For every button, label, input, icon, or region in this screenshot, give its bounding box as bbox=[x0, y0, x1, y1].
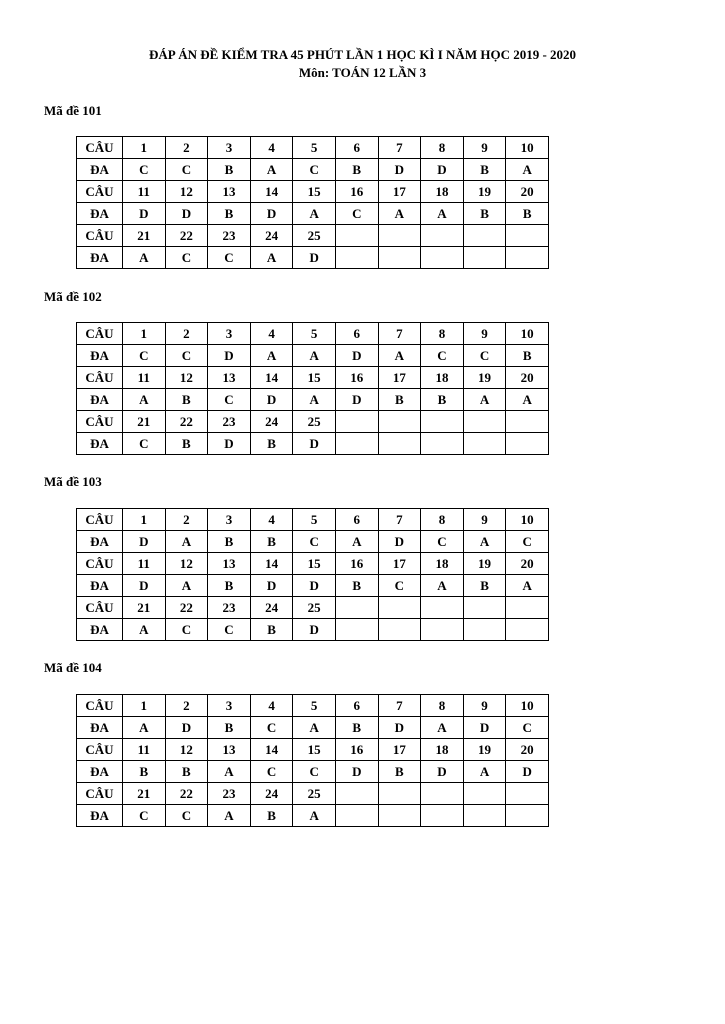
answer-cell: B bbox=[165, 389, 208, 411]
answer-cell: B bbox=[421, 389, 464, 411]
question-number: 14 bbox=[250, 553, 293, 575]
answer-cell: C bbox=[165, 805, 208, 827]
answer-row bbox=[77, 203, 549, 225]
question-number: 24 bbox=[250, 225, 293, 247]
answer-cell bbox=[335, 619, 378, 641]
question-number: 12 bbox=[165, 181, 208, 203]
question-row bbox=[77, 739, 549, 761]
answer-cell: A bbox=[293, 345, 336, 367]
question-number bbox=[506, 783, 549, 805]
question-number: 22 bbox=[165, 783, 208, 805]
answer-cell: C bbox=[123, 433, 166, 455]
answer-cell: B bbox=[250, 619, 293, 641]
answer-cell: D bbox=[123, 203, 166, 225]
answer-cell: D bbox=[250, 203, 293, 225]
answer-row bbox=[77, 433, 549, 455]
answer-cell: A bbox=[208, 805, 251, 827]
answer-table bbox=[76, 694, 549, 827]
answer-cell: C bbox=[165, 247, 208, 269]
answer-row bbox=[77, 619, 549, 641]
question-number: 2 bbox=[165, 137, 208, 159]
question-number: 7 bbox=[378, 695, 421, 717]
answer-cell bbox=[378, 619, 421, 641]
answer-label: ĐA bbox=[77, 345, 123, 367]
question-row bbox=[77, 553, 549, 575]
answer-cell: D bbox=[123, 575, 166, 597]
question-number: 17 bbox=[378, 181, 421, 203]
question-number: 16 bbox=[335, 553, 378, 575]
question-number: 16 bbox=[335, 739, 378, 761]
question-number: 19 bbox=[463, 367, 506, 389]
answer-cell: B bbox=[208, 575, 251, 597]
answer-cell bbox=[421, 433, 464, 455]
answer-cell bbox=[506, 433, 549, 455]
answer-cell: D bbox=[463, 717, 506, 739]
answer-label: ĐA bbox=[77, 389, 123, 411]
question-label: CÂU bbox=[77, 695, 123, 717]
question-number: 18 bbox=[421, 553, 464, 575]
answer-cell: D bbox=[165, 203, 208, 225]
question-number: 25 bbox=[293, 225, 336, 247]
question-number: 14 bbox=[250, 181, 293, 203]
question-number bbox=[421, 597, 464, 619]
question-number: 4 bbox=[250, 323, 293, 345]
question-number: 24 bbox=[250, 597, 293, 619]
question-number bbox=[335, 783, 378, 805]
question-row bbox=[77, 323, 549, 345]
answer-cell: D bbox=[421, 761, 464, 783]
question-number: 7 bbox=[378, 509, 421, 531]
question-number: 3 bbox=[208, 323, 251, 345]
question-number: 15 bbox=[293, 181, 336, 203]
answer-cell bbox=[421, 247, 464, 269]
question-row bbox=[77, 367, 549, 389]
question-number: 5 bbox=[293, 509, 336, 531]
answer-cell: D bbox=[208, 345, 251, 367]
question-number: 20 bbox=[506, 181, 549, 203]
question-number: 24 bbox=[250, 411, 293, 433]
answer-table bbox=[76, 136, 549, 269]
answer-cell: D bbox=[335, 761, 378, 783]
answer-cell: A bbox=[123, 247, 166, 269]
question-number: 23 bbox=[208, 225, 251, 247]
answer-cell: D bbox=[250, 575, 293, 597]
answer-cell: A bbox=[123, 619, 166, 641]
question-number: 1 bbox=[123, 695, 166, 717]
question-row bbox=[77, 509, 549, 531]
answer-row bbox=[77, 761, 549, 783]
answer-row bbox=[77, 531, 549, 553]
answer-cell bbox=[506, 619, 549, 641]
question-number: 10 bbox=[506, 137, 549, 159]
question-row bbox=[77, 783, 549, 805]
question-number bbox=[463, 597, 506, 619]
question-number: 13 bbox=[208, 553, 251, 575]
answer-label: ĐA bbox=[77, 203, 123, 225]
question-number: 2 bbox=[165, 509, 208, 531]
answer-cell: A bbox=[421, 575, 464, 597]
question-number: 11 bbox=[123, 739, 166, 761]
question-number: 11 bbox=[123, 181, 166, 203]
answer-label: ĐA bbox=[77, 247, 123, 269]
question-number: 9 bbox=[463, 695, 506, 717]
question-number: 15 bbox=[293, 739, 336, 761]
question-label: CÂU bbox=[77, 411, 123, 433]
question-number: 18 bbox=[421, 181, 464, 203]
question-number: 3 bbox=[208, 137, 251, 159]
question-number: 4 bbox=[250, 509, 293, 531]
question-number: 17 bbox=[378, 553, 421, 575]
question-number bbox=[506, 411, 549, 433]
answer-cell: D bbox=[293, 247, 336, 269]
question-number: 6 bbox=[335, 137, 378, 159]
answer-cell: C bbox=[123, 805, 166, 827]
question-number bbox=[506, 597, 549, 619]
question-number: 15 bbox=[293, 553, 336, 575]
question-number bbox=[378, 783, 421, 805]
answer-cell bbox=[463, 805, 506, 827]
question-number: 5 bbox=[293, 695, 336, 717]
question-number bbox=[335, 411, 378, 433]
answer-row bbox=[77, 717, 549, 739]
question-number: 7 bbox=[378, 323, 421, 345]
question-number: 17 bbox=[378, 739, 421, 761]
answer-cell: A bbox=[463, 389, 506, 411]
question-number: 17 bbox=[378, 367, 421, 389]
answer-cell: A bbox=[506, 389, 549, 411]
question-number: 8 bbox=[421, 695, 464, 717]
question-label: CÂU bbox=[77, 553, 123, 575]
answer-cell bbox=[378, 805, 421, 827]
exam-code: Mã đề 102 bbox=[44, 289, 102, 304]
question-row bbox=[77, 137, 549, 159]
question-label: CÂU bbox=[77, 367, 123, 389]
question-row bbox=[77, 695, 549, 717]
question-number bbox=[335, 597, 378, 619]
answer-cell: D bbox=[378, 531, 421, 553]
question-row bbox=[77, 597, 549, 619]
answer-cell: C bbox=[208, 389, 251, 411]
answer-cell bbox=[421, 805, 464, 827]
question-number: 2 bbox=[165, 695, 208, 717]
question-number bbox=[421, 783, 464, 805]
answer-cell: B bbox=[335, 575, 378, 597]
answer-cell: A bbox=[335, 531, 378, 553]
question-label: CÂU bbox=[77, 137, 123, 159]
answer-row bbox=[77, 345, 549, 367]
question-number: 7 bbox=[378, 137, 421, 159]
answer-cell bbox=[463, 433, 506, 455]
question-number: 4 bbox=[250, 695, 293, 717]
question-number: 3 bbox=[208, 509, 251, 531]
answer-cell: C bbox=[165, 619, 208, 641]
answer-cell: D bbox=[293, 619, 336, 641]
answer-cell: A bbox=[165, 531, 208, 553]
answer-cell: D bbox=[250, 389, 293, 411]
answer-cell: C bbox=[250, 761, 293, 783]
question-number bbox=[421, 411, 464, 433]
answer-cell: A bbox=[506, 159, 549, 181]
question-number: 1 bbox=[123, 137, 166, 159]
question-number: 9 bbox=[463, 137, 506, 159]
question-number: 9 bbox=[463, 323, 506, 345]
answer-cell: B bbox=[208, 717, 251, 739]
answer-cell: A bbox=[378, 345, 421, 367]
answer-cell: A bbox=[421, 717, 464, 739]
answer-cell: B bbox=[506, 345, 549, 367]
answer-cell: A bbox=[378, 203, 421, 225]
answer-cell: D bbox=[293, 433, 336, 455]
page-title: ĐÁP ÁN ĐỀ KIỂM TRA 45 PHÚT LẦN 1 HỌC KÌ I NĂM HỌC 2019 - 2020 bbox=[148, 47, 577, 62]
question-label: CÂU bbox=[77, 597, 123, 619]
answer-label: ĐA bbox=[77, 433, 123, 455]
question-number: 14 bbox=[250, 367, 293, 389]
answer-label: ĐA bbox=[77, 805, 123, 827]
question-number: 18 bbox=[421, 739, 464, 761]
question-number: 10 bbox=[506, 323, 549, 345]
question-number: 23 bbox=[208, 411, 251, 433]
answer-cell: D bbox=[421, 159, 464, 181]
question-label: CÂU bbox=[77, 181, 123, 203]
question-number: 11 bbox=[123, 367, 166, 389]
answer-cell: D bbox=[165, 717, 208, 739]
question-number bbox=[463, 783, 506, 805]
answer-cell: B bbox=[250, 433, 293, 455]
answer-cell: B bbox=[463, 159, 506, 181]
answer-cell: B bbox=[378, 761, 421, 783]
answer-cell: C bbox=[463, 345, 506, 367]
answer-cell: A bbox=[293, 203, 336, 225]
answer-cell: A bbox=[123, 389, 166, 411]
answer-cell: B bbox=[335, 159, 378, 181]
answer-cell: B bbox=[463, 575, 506, 597]
exam-code: Mã đề 103 bbox=[44, 474, 102, 489]
question-number: 15 bbox=[293, 367, 336, 389]
question-number: 14 bbox=[250, 739, 293, 761]
question-row bbox=[77, 225, 549, 247]
answer-label: ĐA bbox=[77, 531, 123, 553]
answer-cell bbox=[335, 433, 378, 455]
question-number: 21 bbox=[123, 225, 166, 247]
page-subtitle: Môn: TOÁN 12 LẦN 3 bbox=[298, 65, 427, 80]
question-number: 5 bbox=[293, 137, 336, 159]
question-number: 18 bbox=[421, 367, 464, 389]
answer-cell: A bbox=[250, 247, 293, 269]
question-number bbox=[378, 225, 421, 247]
question-number: 22 bbox=[165, 411, 208, 433]
exam-code: Mã đề 101 bbox=[44, 103, 102, 118]
answer-cell: A bbox=[293, 717, 336, 739]
question-number: 13 bbox=[208, 181, 251, 203]
question-number: 8 bbox=[421, 509, 464, 531]
question-number: 25 bbox=[293, 597, 336, 619]
question-number: 16 bbox=[335, 181, 378, 203]
answer-cell: C bbox=[506, 717, 549, 739]
answer-cell: C bbox=[208, 619, 251, 641]
question-label: CÂU bbox=[77, 783, 123, 805]
answer-cell: A bbox=[421, 203, 464, 225]
answer-row bbox=[77, 389, 549, 411]
answer-cell: B bbox=[165, 761, 208, 783]
answer-table bbox=[76, 322, 549, 455]
question-number: 12 bbox=[165, 367, 208, 389]
answer-cell: A bbox=[250, 345, 293, 367]
question-number: 5 bbox=[293, 323, 336, 345]
exam-code: Mã đề 104 bbox=[44, 660, 102, 675]
answer-cell: B bbox=[335, 717, 378, 739]
answer-cell: A bbox=[463, 531, 506, 553]
question-number: 6 bbox=[335, 323, 378, 345]
answer-cell: B bbox=[506, 203, 549, 225]
question-number: 20 bbox=[506, 739, 549, 761]
answer-cell: A bbox=[293, 389, 336, 411]
question-number: 4 bbox=[250, 137, 293, 159]
question-number: 20 bbox=[506, 367, 549, 389]
answer-cell: C bbox=[506, 531, 549, 553]
answer-cell: A bbox=[208, 761, 251, 783]
answer-cell: A bbox=[250, 159, 293, 181]
question-label: CÂU bbox=[77, 323, 123, 345]
question-number: 23 bbox=[208, 783, 251, 805]
answer-row bbox=[77, 247, 549, 269]
answer-cell: B bbox=[165, 433, 208, 455]
answer-cell: C bbox=[165, 345, 208, 367]
question-number bbox=[421, 225, 464, 247]
answer-cell: D bbox=[378, 159, 421, 181]
answer-cell: C bbox=[208, 247, 251, 269]
question-number: 22 bbox=[165, 225, 208, 247]
question-number: 11 bbox=[123, 553, 166, 575]
answer-cell: D bbox=[378, 717, 421, 739]
answer-cell: D bbox=[335, 389, 378, 411]
answer-cell: A bbox=[165, 575, 208, 597]
answer-cell: A bbox=[123, 717, 166, 739]
question-number: 6 bbox=[335, 695, 378, 717]
question-number: 19 bbox=[463, 553, 506, 575]
answer-cell bbox=[463, 247, 506, 269]
question-label: CÂU bbox=[77, 225, 123, 247]
question-number: 8 bbox=[421, 137, 464, 159]
answer-cell: C bbox=[165, 159, 208, 181]
answer-label: ĐA bbox=[77, 717, 123, 739]
question-number: 13 bbox=[208, 367, 251, 389]
answer-cell: A bbox=[293, 805, 336, 827]
question-number: 24 bbox=[250, 783, 293, 805]
question-number: 16 bbox=[335, 367, 378, 389]
question-number: 25 bbox=[293, 411, 336, 433]
answer-row bbox=[77, 805, 549, 827]
answer-cell: C bbox=[123, 159, 166, 181]
answer-cell: D bbox=[293, 575, 336, 597]
answer-cell bbox=[378, 433, 421, 455]
question-number: 21 bbox=[123, 597, 166, 619]
answer-cell bbox=[506, 805, 549, 827]
answer-cell bbox=[335, 805, 378, 827]
answer-cell: C bbox=[378, 575, 421, 597]
question-number: 2 bbox=[165, 323, 208, 345]
question-number bbox=[335, 225, 378, 247]
question-number: 3 bbox=[208, 695, 251, 717]
answer-cell: D bbox=[335, 345, 378, 367]
answer-table bbox=[76, 508, 549, 641]
question-number: 12 bbox=[165, 739, 208, 761]
question-number bbox=[506, 225, 549, 247]
answer-cell: C bbox=[250, 717, 293, 739]
answer-cell: B bbox=[250, 531, 293, 553]
answer-cell: B bbox=[250, 805, 293, 827]
question-number: 6 bbox=[335, 509, 378, 531]
question-number bbox=[463, 411, 506, 433]
question-number: 23 bbox=[208, 597, 251, 619]
answer-cell: B bbox=[208, 159, 251, 181]
question-number: 21 bbox=[123, 411, 166, 433]
question-number: 13 bbox=[208, 739, 251, 761]
answer-cell: B bbox=[208, 531, 251, 553]
answer-cell bbox=[506, 247, 549, 269]
answer-row bbox=[77, 159, 549, 181]
answer-label: ĐA bbox=[77, 159, 123, 181]
answer-cell: C bbox=[123, 345, 166, 367]
answer-cell: A bbox=[506, 575, 549, 597]
answer-cell bbox=[378, 247, 421, 269]
question-number: 12 bbox=[165, 553, 208, 575]
answer-label: ĐA bbox=[77, 575, 123, 597]
answer-cell: C bbox=[335, 203, 378, 225]
answer-cell: D bbox=[506, 761, 549, 783]
answer-label: ĐA bbox=[77, 761, 123, 783]
answer-cell: B bbox=[463, 203, 506, 225]
question-row bbox=[77, 411, 549, 433]
question-number: 19 bbox=[463, 739, 506, 761]
answer-cell: C bbox=[421, 531, 464, 553]
answer-cell: B bbox=[378, 389, 421, 411]
answer-cell: B bbox=[123, 761, 166, 783]
question-number: 8 bbox=[421, 323, 464, 345]
question-number: 10 bbox=[506, 509, 549, 531]
question-number bbox=[378, 411, 421, 433]
answer-cell bbox=[463, 619, 506, 641]
answer-cell bbox=[335, 247, 378, 269]
question-number bbox=[378, 597, 421, 619]
answer-cell: C bbox=[293, 531, 336, 553]
question-label: CÂU bbox=[77, 739, 123, 761]
question-number: 20 bbox=[506, 553, 549, 575]
question-number: 1 bbox=[123, 323, 166, 345]
answer-row bbox=[77, 575, 549, 597]
question-label: CÂU bbox=[77, 509, 123, 531]
answer-cell: C bbox=[421, 345, 464, 367]
question-number: 25 bbox=[293, 783, 336, 805]
question-number: 1 bbox=[123, 509, 166, 531]
question-number bbox=[463, 225, 506, 247]
question-number: 22 bbox=[165, 597, 208, 619]
answer-cell: B bbox=[208, 203, 251, 225]
answer-cell: C bbox=[293, 761, 336, 783]
answer-cell: D bbox=[123, 531, 166, 553]
answer-cell: C bbox=[293, 159, 336, 181]
question-row bbox=[77, 181, 549, 203]
question-number: 21 bbox=[123, 783, 166, 805]
answer-label: ĐA bbox=[77, 619, 123, 641]
answer-cell: D bbox=[208, 433, 251, 455]
question-number: 9 bbox=[463, 509, 506, 531]
answer-cell bbox=[421, 619, 464, 641]
answer-cell: A bbox=[463, 761, 506, 783]
question-number: 19 bbox=[463, 181, 506, 203]
question-number: 10 bbox=[506, 695, 549, 717]
